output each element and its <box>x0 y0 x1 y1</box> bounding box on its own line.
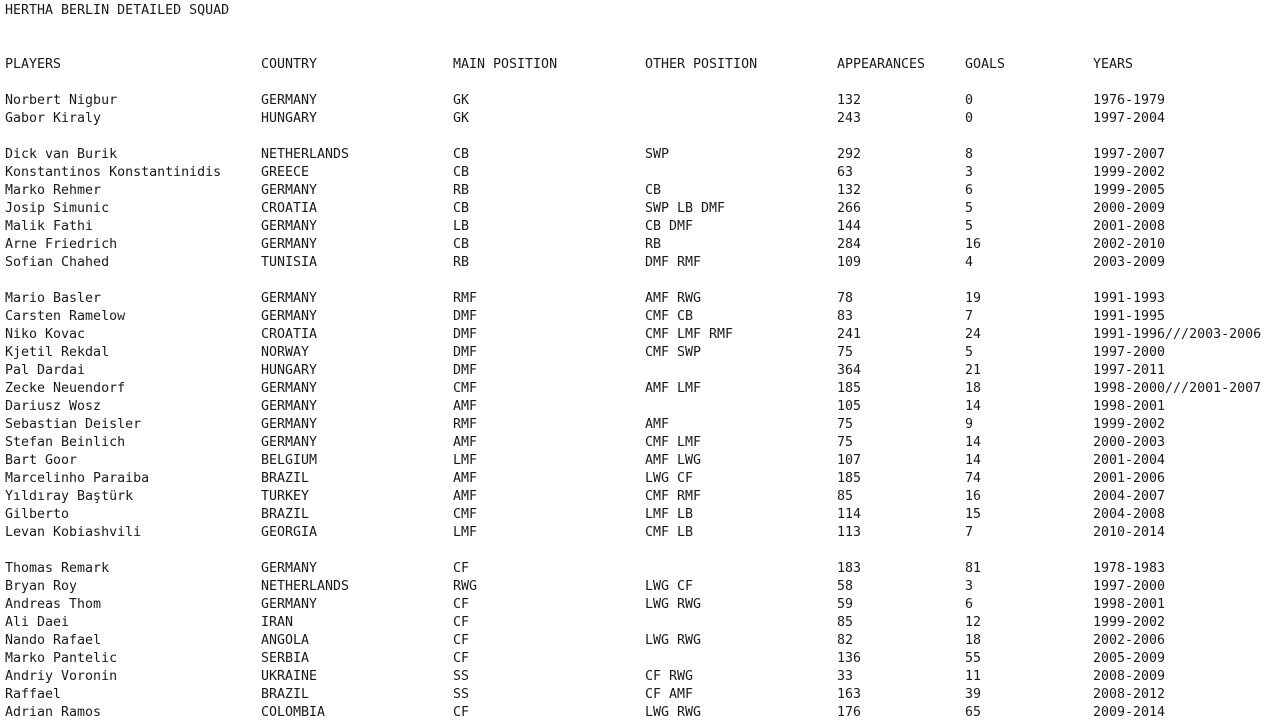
cell-years: 2008-2012 <box>1093 687 1166 702</box>
cell-player-name: Marcelinho Paraiba <box>5 471 150 486</box>
cell-years: 1991-1996///2003-2006 <box>1093 327 1262 342</box>
cell-main-position: DMF <box>453 345 478 360</box>
table-row <box>0 578 1267 596</box>
cell-player-name: Andreas Thom <box>5 597 102 612</box>
cell-goals: 24 <box>965 327 982 342</box>
cell-years: 1991-1993 <box>1093 291 1166 306</box>
table-row <box>0 398 1267 416</box>
cell-player-name: Levan Kobiashvili <box>5 525 142 540</box>
cell-years: 2004-2008 <box>1093 507 1166 522</box>
cell-other-position: CMF CB <box>645 309 694 324</box>
header-country: COUNTRY <box>261 57 318 72</box>
cell-main-position: SS <box>453 687 470 702</box>
table-row <box>0 164 1267 182</box>
cell-years: 1997-2007 <box>1093 147 1166 162</box>
cell-player-name: Gabor Kiraly <box>5 111 102 126</box>
cell-country: GERMANY <box>261 183 318 198</box>
cell-goals: 21 <box>965 363 982 378</box>
table-row <box>0 686 1267 704</box>
cell-goals: 16 <box>965 237 982 252</box>
cell-country: GERMANY <box>261 237 318 252</box>
cell-other-position: LWG CF <box>645 471 694 486</box>
cell-goals: 5 <box>965 219 974 234</box>
cell-appearances: 185 <box>837 381 862 396</box>
header-other-position: OTHER POSITION <box>645 57 758 72</box>
table-row <box>0 344 1267 362</box>
cell-other-position: CB DMF <box>645 219 694 234</box>
header-main-position: MAIN POSITION <box>453 57 558 72</box>
cell-main-position: CF <box>453 633 470 648</box>
cell-appearances: 85 <box>837 615 854 630</box>
cell-appearances: 59 <box>837 597 854 612</box>
cell-appearances: 132 <box>837 93 862 108</box>
cell-appearances: 75 <box>837 345 854 360</box>
cell-appearances: 185 <box>837 471 862 486</box>
cell-player-name: Gilberto <box>5 507 70 522</box>
cell-player-name: Marko Rehmer <box>5 183 102 198</box>
cell-other-position: CMF RMF <box>645 489 702 504</box>
cell-appearances: 183 <box>837 561 862 576</box>
cell-goals: 81 <box>965 561 982 576</box>
cell-goals: 6 <box>965 183 974 198</box>
table-row <box>0 596 1267 614</box>
header-years: YEARS <box>1093 57 1134 72</box>
cell-main-position: CB <box>453 165 470 180</box>
cell-goals: 7 <box>965 309 974 324</box>
cell-country: GERMANY <box>261 309 318 324</box>
cell-goals: 18 <box>965 381 982 396</box>
cell-years: 2008-2009 <box>1093 669 1166 684</box>
cell-main-position: LB <box>453 219 470 234</box>
cell-appearances: 58 <box>837 579 854 594</box>
cell-appearances: 136 <box>837 651 862 666</box>
cell-goals: 4 <box>965 255 974 270</box>
table-row <box>0 218 1267 236</box>
cell-main-position: LMF <box>453 525 478 540</box>
cell-appearances: 292 <box>837 147 862 162</box>
table-row <box>0 488 1267 506</box>
cell-player-name: Pal Dardai <box>5 363 86 378</box>
cell-appearances: 75 <box>837 417 854 432</box>
table-row <box>0 416 1267 434</box>
cell-player-name: Kjetil Rekdal <box>5 345 110 360</box>
cell-player-name: Carsten Ramelow <box>5 309 126 324</box>
cell-main-position: RB <box>453 255 470 270</box>
cell-other-position: CMF LMF <box>645 435 702 450</box>
table-row <box>0 308 1267 326</box>
cell-goals: 65 <box>965 705 982 720</box>
cell-main-position: AMF <box>453 435 478 450</box>
cell-main-position: GK <box>453 111 470 126</box>
cell-appearances: 243 <box>837 111 862 126</box>
header-appearances: APPEARANCES <box>837 57 926 72</box>
cell-other-position: DMF RMF <box>645 255 702 270</box>
table-row <box>0 236 1267 254</box>
cell-goals: 11 <box>965 669 982 684</box>
table-row <box>0 362 1267 380</box>
cell-years: 1999-2002 <box>1093 165 1166 180</box>
cell-goals: 8 <box>965 147 974 162</box>
cell-country: CROATIA <box>261 327 318 342</box>
cell-goals: 39 <box>965 687 982 702</box>
cell-other-position: LWG RWG <box>645 705 702 720</box>
table-row <box>0 668 1267 686</box>
cell-years: 2001-2004 <box>1093 453 1166 468</box>
cell-country: BRAZIL <box>261 507 310 522</box>
cell-main-position: RWG <box>453 579 478 594</box>
cell-years: 1997-2004 <box>1093 111 1166 126</box>
cell-main-position: AMF <box>453 489 478 504</box>
cell-player-name: Mario Basler <box>5 291 102 306</box>
cell-main-position: RB <box>453 183 470 198</box>
cell-country: NORWAY <box>261 345 310 360</box>
table-row <box>0 524 1267 542</box>
cell-player-name: Yıldıray Baştürk <box>5 489 134 504</box>
table-row <box>0 182 1267 200</box>
cell-main-position: AMF <box>453 399 478 414</box>
cell-other-position: AMF LMF <box>645 381 702 396</box>
cell-years: 1997-2000 <box>1093 579 1166 594</box>
table-row <box>0 254 1267 272</box>
cell-appearances: 109 <box>837 255 862 270</box>
header-players: PLAYERS <box>5 57 62 72</box>
cell-other-position: CF AMF <box>645 687 694 702</box>
table-row <box>0 470 1267 488</box>
cell-player-name: Stefan Beinlich <box>5 435 126 450</box>
cell-appearances: 163 <box>837 687 862 702</box>
cell-main-position: CB <box>453 201 470 216</box>
cell-player-name: Bart Goor <box>5 453 78 468</box>
cell-country: NETHERLANDS <box>261 579 350 594</box>
cell-player-name: Bryan Roy <box>5 579 78 594</box>
cell-main-position: CMF <box>453 381 478 396</box>
cell-country: SERBIA <box>261 651 310 666</box>
cell-other-position: LWG RWG <box>645 633 702 648</box>
cell-player-name: Marko Pantelic <box>5 651 118 666</box>
cell-years: 2000-2003 <box>1093 435 1166 450</box>
cell-country: BRAZIL <box>261 471 310 486</box>
cell-goals: 0 <box>965 111 974 126</box>
table-row <box>0 110 1267 128</box>
cell-appearances: 132 <box>837 183 862 198</box>
cell-other-position: AMF <box>645 417 670 432</box>
cell-player-name: Andriy Voronin <box>5 669 118 684</box>
cell-player-name: Sebastian Deisler <box>5 417 142 432</box>
cell-country: TURKEY <box>261 489 310 504</box>
cell-years: 1998-2001 <box>1093 597 1166 612</box>
cell-goals: 14 <box>965 453 982 468</box>
cell-other-position: RB <box>645 237 662 252</box>
cell-goals: 12 <box>965 615 982 630</box>
table-row <box>0 704 1267 722</box>
cell-years: 2001-2008 <box>1093 219 1166 234</box>
cell-appearances: 113 <box>837 525 862 540</box>
cell-other-position: AMF RWG <box>645 291 702 306</box>
cell-main-position: CB <box>453 147 470 162</box>
cell-country: GERMANY <box>261 291 318 306</box>
cell-years: 2003-2009 <box>1093 255 1166 270</box>
cell-main-position: AMF <box>453 471 478 486</box>
cell-appearances: 83 <box>837 309 854 324</box>
cell-goals: 3 <box>965 579 974 594</box>
cell-country: UKRAINE <box>261 669 318 684</box>
cell-main-position: DMF <box>453 309 478 324</box>
table-row <box>0 92 1267 110</box>
cell-main-position: CF <box>453 615 470 630</box>
cell-years: 2001-2006 <box>1093 471 1166 486</box>
cell-years: 1978-1983 <box>1093 561 1166 576</box>
cell-country: GERMANY <box>261 561 318 576</box>
cell-country: BELGIUM <box>261 453 318 468</box>
header-goals: GOALS <box>965 57 1006 72</box>
cell-player-name: Zecke Neuendorf <box>5 381 126 396</box>
cell-appearances: 241 <box>837 327 862 342</box>
cell-main-position: LMF <box>453 453 478 468</box>
cell-other-position: AMF LWG <box>645 453 702 468</box>
cell-appearances: 284 <box>837 237 862 252</box>
cell-player-name: Ali Daei <box>5 615 70 630</box>
cell-appearances: 63 <box>837 165 854 180</box>
table-row <box>0 506 1267 524</box>
cell-country: CROATIA <box>261 201 318 216</box>
cell-player-name: Dariusz Wosz <box>5 399 102 414</box>
cell-goals: 18 <box>965 633 982 648</box>
cell-years: 1997-2000 <box>1093 345 1166 360</box>
cell-appearances: 82 <box>837 633 854 648</box>
cell-player-name: Thomas Remark <box>5 561 110 576</box>
table-row <box>0 650 1267 668</box>
cell-years: 1997-2011 <box>1093 363 1166 378</box>
cell-player-name: Arne Friedrich <box>5 237 118 252</box>
cell-years: 2010-2014 <box>1093 525 1166 540</box>
cell-player-name: Sofian Chahed <box>5 255 110 270</box>
cell-goals: 74 <box>965 471 982 486</box>
cell-years: 2002-2010 <box>1093 237 1166 252</box>
cell-other-position: CF RWG <box>645 669 694 684</box>
cell-years: 1999-2002 <box>1093 615 1166 630</box>
cell-appearances: 176 <box>837 705 862 720</box>
table-row <box>0 632 1267 650</box>
cell-goals: 9 <box>965 417 974 432</box>
table-row <box>0 380 1267 398</box>
cell-years: 1991-1995 <box>1093 309 1166 324</box>
cell-goals: 3 <box>965 165 974 180</box>
cell-country: GERMANY <box>261 219 318 234</box>
cell-country: BRAZIL <box>261 687 310 702</box>
cell-appearances: 144 <box>837 219 862 234</box>
cell-years: 2002-2006 <box>1093 633 1166 648</box>
cell-country: GERMANY <box>261 417 318 432</box>
cell-main-position: GK <box>453 93 470 108</box>
header-row <box>0 56 1267 74</box>
cell-player-name: Niko Kovac <box>5 327 86 342</box>
cell-goals: 0 <box>965 93 974 108</box>
cell-country: HUNGARY <box>261 111 318 126</box>
cell-main-position: DMF <box>453 363 478 378</box>
cell-player-name: Nando Rafael <box>5 633 102 648</box>
cell-other-position: SWP <box>645 147 670 162</box>
cell-player-name: Raffael <box>5 687 62 702</box>
cell-other-position: CMF SWP <box>645 345 702 360</box>
cell-appearances: 78 <box>837 291 854 306</box>
table-row <box>0 434 1267 452</box>
cell-player-name: Malik Fathi <box>5 219 94 234</box>
cell-country: TUNISIA <box>261 255 318 270</box>
cell-main-position: CF <box>453 651 470 666</box>
cell-other-position: LWG RWG <box>645 597 702 612</box>
cell-goals: 5 <box>965 201 974 216</box>
cell-main-position: DMF <box>453 327 478 342</box>
cell-main-position: RMF <box>453 291 478 306</box>
cell-other-position: LMF LB <box>645 507 694 522</box>
cell-player-name: Norbert Nigbur <box>5 93 118 108</box>
cell-country: GERMANY <box>261 93 318 108</box>
cell-main-position: CMF <box>453 507 478 522</box>
cell-years: 1976-1979 <box>1093 93 1166 108</box>
cell-other-position: SWP LB DMF <box>645 201 726 216</box>
cell-main-position: RMF <box>453 417 478 432</box>
cell-appearances: 85 <box>837 489 854 504</box>
cell-main-position: CB <box>453 237 470 252</box>
page-title: HERTHA BERLIN DETAILED SQUAD <box>5 3 230 18</box>
cell-other-position: CMF LB <box>645 525 694 540</box>
cell-country: GERMANY <box>261 399 318 414</box>
table-row <box>0 614 1267 632</box>
cell-years: 2005-2009 <box>1093 651 1166 666</box>
cell-goals: 5 <box>965 345 974 360</box>
cell-country: COLOMBIA <box>261 705 326 720</box>
cell-country: GREECE <box>261 165 310 180</box>
cell-other-position: LWG CF <box>645 579 694 594</box>
table-row <box>0 200 1267 218</box>
cell-goals: 6 <box>965 597 974 612</box>
cell-years: 1998-2001 <box>1093 399 1166 414</box>
table-row <box>0 560 1267 578</box>
cell-player-name: Konstantinos Konstantinidis <box>5 165 222 180</box>
cell-goals: 16 <box>965 489 982 504</box>
cell-years: 1998-2000///2001-2007 <box>1093 381 1262 396</box>
table-row <box>0 452 1267 470</box>
table-row <box>0 290 1267 308</box>
cell-goals: 15 <box>965 507 982 522</box>
cell-main-position: SS <box>453 669 470 684</box>
cell-goals: 7 <box>965 525 974 540</box>
cell-appearances: 107 <box>837 453 862 468</box>
cell-other-position: CB <box>645 183 662 198</box>
table-row <box>0 146 1267 164</box>
cell-years: 2004-2007 <box>1093 489 1166 504</box>
cell-appearances: 33 <box>837 669 854 684</box>
cell-player-name: Adrian Ramos <box>5 705 102 720</box>
cell-country: IRAN <box>261 615 294 630</box>
cell-goals: 55 <box>965 651 982 666</box>
cell-main-position: CF <box>453 597 470 612</box>
cell-appearances: 266 <box>837 201 862 216</box>
cell-main-position: CF <box>453 561 470 576</box>
cell-appearances: 105 <box>837 399 862 414</box>
cell-country: HUNGARY <box>261 363 318 378</box>
cell-goals: 19 <box>965 291 982 306</box>
cell-goals: 14 <box>965 399 982 414</box>
cell-goals: 14 <box>965 435 982 450</box>
cell-country: NETHERLANDS <box>261 147 350 162</box>
cell-years: 2000-2009 <box>1093 201 1166 216</box>
cell-country: GERMANY <box>261 597 318 612</box>
cell-country: GEORGIA <box>261 525 318 540</box>
cell-appearances: 114 <box>837 507 862 522</box>
cell-main-position: CF <box>453 705 470 720</box>
cell-years: 1999-2002 <box>1093 417 1166 432</box>
table-row <box>0 326 1267 344</box>
cell-country: GERMANY <box>261 381 318 396</box>
cell-appearances: 364 <box>837 363 862 378</box>
cell-appearances: 75 <box>837 435 854 450</box>
cell-player-name: Josip Simunic <box>5 201 110 216</box>
cell-country: GERMANY <box>261 435 318 450</box>
cell-years: 1999-2005 <box>1093 183 1166 198</box>
cell-other-position: CMF LMF RMF <box>645 327 734 342</box>
cell-country: ANGOLA <box>261 633 310 648</box>
cell-player-name: Dick van Burik <box>5 147 118 162</box>
cell-years: 2009-2014 <box>1093 705 1166 720</box>
